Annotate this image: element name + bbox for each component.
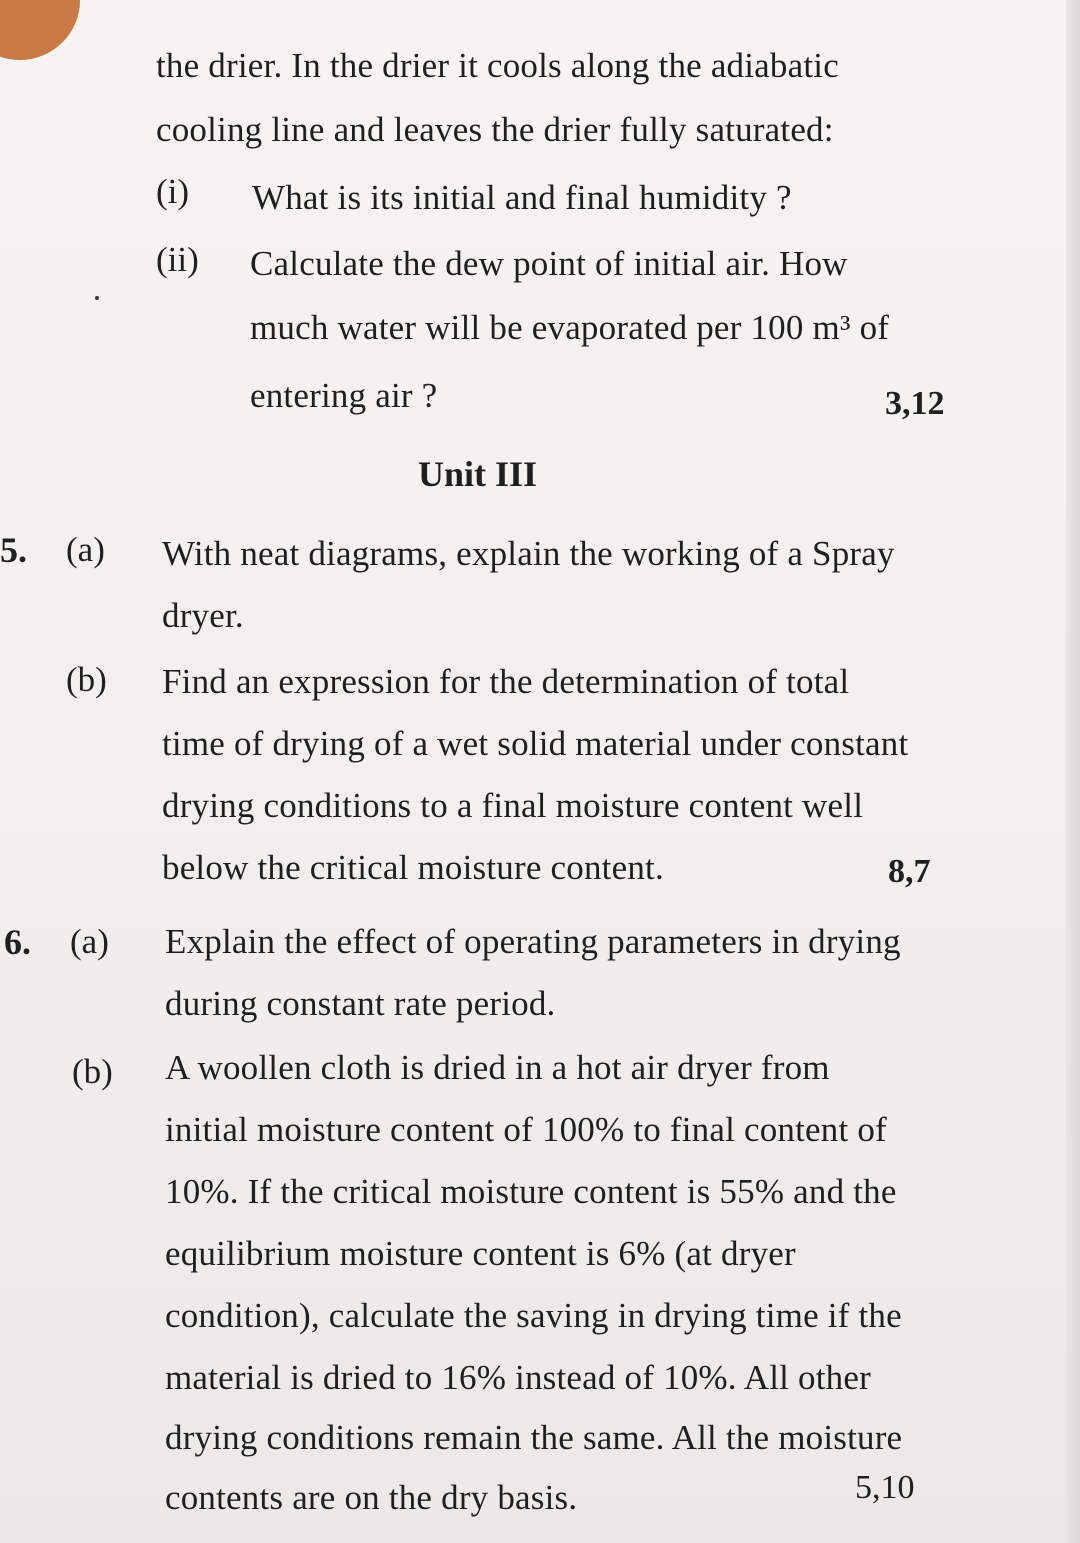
subpart-ii-label: (ii) bbox=[156, 240, 199, 279]
question-6b-line-4: equilibrium moisture content is 6% (at dryer bbox=[165, 1234, 796, 1273]
subpart-ii-line-1: Calculate the dew point of initial air. How bbox=[250, 244, 848, 283]
subpart-i-label: (i) bbox=[156, 172, 190, 211]
question-5b-label: (b) bbox=[66, 660, 107, 699]
question-6b-line-3: 10%. If the critical moisture content is 55% and the bbox=[165, 1172, 897, 1211]
marks-question-5: 8,7 bbox=[888, 853, 931, 890]
finger-shadow bbox=[0, 0, 80, 60]
question-6b-label: (b) bbox=[72, 1052, 113, 1091]
marks-question-6: 5,10 bbox=[855, 1469, 915, 1506]
question-6a-label: (a) bbox=[70, 922, 109, 961]
question-6b-line-7: drying conditions remain the same. All the moisture bbox=[165, 1418, 903, 1457]
question-5b-line-3: drying conditions to a final moisture content well bbox=[162, 786, 864, 825]
subpart-i-text: What is its initial and final humidity ? bbox=[252, 178, 792, 217]
question-6b-line-6: material is dried to 16% instead of 10%. All other bbox=[165, 1358, 871, 1397]
ink-dot bbox=[95, 296, 99, 300]
question-6b-line-1: A woollen cloth is dried in a hot air dryer from bbox=[165, 1048, 830, 1087]
question-5a-line-1: With neat diagrams, explain the working of a Spray bbox=[162, 534, 895, 573]
continuation-line-2: cooling line and leaves the drier fully saturated: bbox=[156, 110, 834, 149]
question-5b-line-4: below the critical moisture content. bbox=[162, 848, 664, 887]
question-6b-line-2: initial moisture content of 100% to final content of bbox=[165, 1110, 887, 1149]
question-5b-line-1: Find an expression for the determination of total bbox=[162, 662, 850, 701]
continuation-line-1: the drier. In the drier it cools along the adiabatic bbox=[156, 46, 839, 85]
question-6a-line-2: during constant rate period. bbox=[165, 984, 556, 1023]
marks-block1: 3,12 bbox=[885, 385, 945, 422]
question-6-number: 6. bbox=[4, 922, 31, 962]
page-edge bbox=[1066, 0, 1080, 1543]
question-5a-label: (a) bbox=[66, 530, 105, 569]
question-6b-line-5: condition), calculate the saving in drying time if the bbox=[165, 1296, 902, 1335]
subpart-ii-line-3: entering air ? bbox=[250, 376, 438, 415]
question-6a-line-1: Explain the effect of operating parameters in drying bbox=[165, 922, 901, 961]
question-5-number: 5. bbox=[0, 530, 27, 570]
unit-heading: Unit III bbox=[418, 454, 538, 494]
question-5a-line-2: dryer. bbox=[162, 596, 244, 635]
question-5b-line-2: time of drying of a wet solid material under constant bbox=[162, 724, 909, 763]
subpart-ii-line-2: much water will be evaporated per 100 m³ of bbox=[250, 308, 890, 347]
question-6b-line-8: contents are on the dry basis. bbox=[165, 1478, 578, 1517]
